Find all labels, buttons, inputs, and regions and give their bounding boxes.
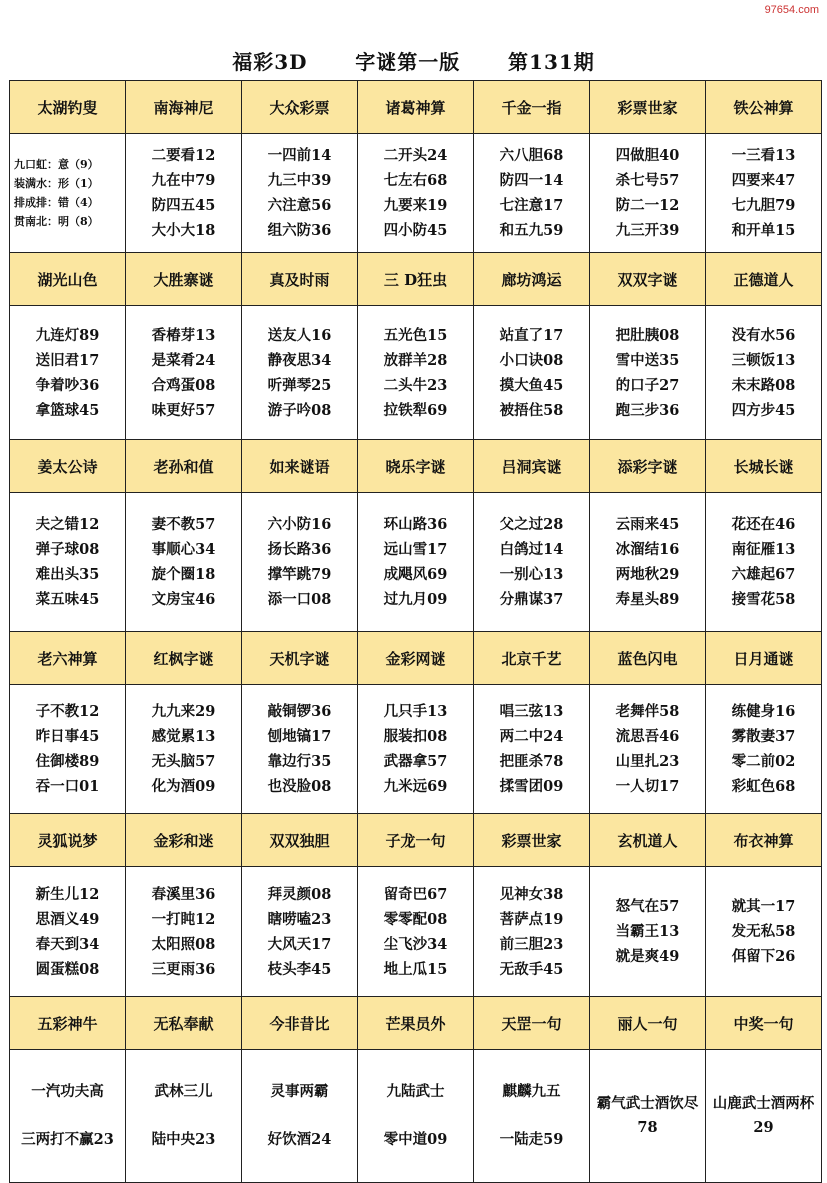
riddle-line: 扬长路36 — [267, 541, 332, 558]
riddle-cell — [474, 134, 590, 253]
column-header: 吕洞宾谜 — [474, 440, 590, 493]
column-header: 诸葛神算 — [358, 81, 474, 134]
riddle-line: 山里扎23 — [615, 753, 680, 770]
riddle-line: 香椿芽13 — [151, 326, 216, 344]
riddle-line: 大小大18 — [151, 222, 216, 239]
riddle-cell — [358, 685, 474, 814]
riddle-cell — [242, 685, 358, 814]
column-header: 三 D狂虫 — [358, 253, 474, 306]
riddle-line: 旋个圈18 — [151, 566, 216, 583]
riddle-line: 服装扣08 — [383, 728, 448, 745]
riddle-line: 前三胆23 — [499, 935, 564, 953]
riddle-line: 靠边行35 — [267, 753, 332, 770]
riddle-line: 四要来47 — [731, 172, 796, 189]
riddle-line: 七注意17 — [499, 197, 564, 214]
riddle-line: 二头牛23 — [383, 376, 448, 394]
riddle-line: 三两打不赢23 — [21, 1131, 114, 1148]
column-header: 双双独胆 — [242, 814, 358, 867]
column-header: 中奖一句 — [706, 997, 822, 1050]
riddle-line: 流思吾46 — [615, 728, 680, 745]
riddle-line: 瞎唠嗑23 — [267, 910, 332, 928]
column-header: 布衣神算 — [706, 814, 822, 867]
riddle-line: 难出头35 — [35, 566, 100, 583]
riddle-row — [10, 867, 822, 997]
riddle-line: 妻不教57 — [151, 516, 216, 533]
column-header: 金彩和迷 — [126, 814, 242, 867]
riddle-line: 三顿饭13 — [731, 351, 796, 369]
riddle-line: 六雄起67 — [731, 566, 796, 583]
riddle-line: 好饮酒24 — [267, 1131, 332, 1148]
riddle-line: 冰溜结16 — [615, 541, 680, 558]
riddle-line: 放群羊28 — [383, 351, 448, 369]
riddle-cell — [126, 493, 242, 632]
riddle-line: 零中道09 — [383, 1131, 448, 1148]
column-header: 真及时雨 — [242, 253, 358, 306]
column-header: 长城长谜 — [706, 440, 822, 493]
riddle-line: 思酒义49 — [35, 910, 100, 928]
riddle-line: 九要来19 — [383, 197, 448, 214]
riddle-cell — [126, 134, 242, 253]
riddle-line: 菜五味45 — [35, 591, 100, 608]
riddle-line: 拜灵颜08 — [267, 885, 332, 903]
riddle-line: 九米远69 — [383, 778, 448, 795]
riddle-line: 几只手13 — [383, 703, 448, 720]
riddle-line: 枝头李45 — [267, 960, 332, 978]
riddle-line: 九九来29 — [151, 703, 216, 720]
spacer — [358, 1104, 473, 1128]
column-header: 千金一指 — [474, 81, 590, 134]
column-header: 彩票世家 — [474, 814, 590, 867]
riddle-line: 拉铁犁69 — [383, 401, 448, 419]
column-header: 铁公神算 — [706, 81, 822, 134]
spacer — [242, 1104, 357, 1128]
riddle-line: 见神女38 — [499, 885, 564, 903]
riddle-line: 添一口08 — [267, 591, 332, 608]
riddle-line: 七九胆79 — [731, 197, 796, 214]
riddle-line: 山鹿武士酒两杯29 — [712, 1095, 815, 1136]
column-header: 晓乐字谜 — [358, 440, 474, 493]
riddle-line: 防四一14 — [499, 172, 564, 189]
riddle-row — [10, 134, 822, 253]
spacer — [126, 1104, 241, 1128]
riddle-line: 六小防16 — [267, 516, 332, 533]
riddle-cell — [474, 306, 590, 440]
riddle-line: 感觉累13 — [151, 728, 216, 745]
column-header: 子龙一句 — [358, 814, 474, 867]
header-row — [10, 632, 822, 685]
riddle-line: 雾散妻37 — [731, 728, 796, 745]
riddle-line: 两地秋29 — [615, 566, 680, 583]
riddle-line: 雪中送35 — [615, 351, 680, 369]
riddle-cell — [358, 867, 474, 997]
riddle-line: 刨地镐17 — [267, 728, 332, 745]
riddle-line: 昨日事45 — [35, 728, 100, 745]
riddle-cell — [706, 134, 822, 253]
column-header: 姜太公诗 — [10, 440, 126, 493]
riddle-cell — [126, 867, 242, 997]
riddle-line: 六八胆68 — [499, 147, 564, 164]
column-header: 彩票世家 — [590, 81, 706, 134]
spacer — [474, 1104, 589, 1128]
riddle-line: 无头脑57 — [151, 753, 216, 770]
column-header: 湖光山色 — [10, 253, 126, 306]
riddle-line: 把匪杀78 — [499, 753, 564, 770]
riddle-line: 送友人16 — [267, 326, 332, 344]
riddle-line: 是菜肴24 — [151, 351, 216, 369]
header-row — [10, 440, 822, 493]
riddle-line: 麒麟九五 — [502, 1083, 561, 1100]
riddle-line: 九三中39 — [267, 172, 332, 189]
riddle-line: 九三开39 — [615, 222, 680, 239]
riddle-line: 寿星头89 — [615, 591, 680, 608]
riddle-line: 无敌手45 — [499, 960, 564, 978]
riddle-line: 父之过28 — [499, 516, 564, 533]
riddle-line: 怒气在57 — [615, 898, 680, 915]
column-header: 廊坊鸿运 — [474, 253, 590, 306]
riddle-line: 陆中央23 — [151, 1131, 216, 1148]
riddle-cell — [126, 306, 242, 440]
column-header: 今非昔比 — [242, 997, 358, 1050]
riddle-line: 夫之错12 — [35, 516, 100, 533]
column-header: 正德道人 — [706, 253, 822, 306]
column-header: 太湖钓叟 — [10, 81, 126, 134]
riddle-line: 云雨来45 — [615, 516, 680, 533]
header-row — [10, 997, 822, 1050]
riddle-line: 就其一17 — [731, 898, 796, 915]
riddle-line: 一人切17 — [615, 778, 680, 795]
riddle-line: 三更雨36 — [151, 960, 216, 978]
riddle-line: 送旧君17 — [35, 351, 100, 369]
riddle-line: 静夜思34 — [267, 351, 332, 369]
riddle-line: 尘飞沙34 — [383, 935, 448, 953]
riddle-line: 过九月09 — [383, 591, 448, 608]
riddle-line: 防二一12 — [615, 197, 680, 214]
riddle-line: 二开头24 — [383, 147, 448, 164]
riddle-line: 环山路36 — [383, 516, 448, 533]
riddle-line: 和开单15 — [731, 222, 796, 239]
column-header: 芒果员外 — [358, 997, 474, 1050]
riddle-line: 四小防45 — [383, 222, 448, 239]
riddle-cell — [706, 306, 822, 440]
riddle-line: 也没脸08 — [267, 778, 332, 795]
riddle-line: 敲铜锣36 — [267, 703, 332, 720]
riddle-cell — [590, 493, 706, 632]
riddle-line: 小口诀08 — [499, 351, 564, 369]
riddle-line: 老舞伴58 — [615, 703, 680, 720]
riddle-cell — [706, 685, 822, 814]
riddle-line: 七左右68 — [383, 172, 448, 189]
riddle-line: 练健身16 — [731, 703, 796, 720]
riddle-line: 站直了17 — [499, 326, 564, 344]
riddle-line: 跑三步36 — [615, 401, 680, 419]
riddle-line: 南征雁13 — [731, 541, 796, 558]
column-header: 大胜寨谜 — [126, 253, 242, 306]
riddle-line: 分鼎谋37 — [499, 591, 564, 608]
page-title: 福彩3D 字谜第一版 第131期 — [232, 50, 595, 74]
column-header: 红枫字谜 — [126, 632, 242, 685]
riddle-line: 文房宝46 — [151, 591, 216, 608]
riddle-line: 两二中24 — [499, 728, 564, 745]
riddle-line: 游子吟08 — [267, 401, 332, 419]
riddle-line: 圆蛋糕08 — [35, 960, 100, 978]
riddle-line: 唱三弦13 — [499, 703, 564, 720]
riddle-line: 排成排：错（4） — [14, 196, 99, 209]
column-header: 老六神算 — [10, 632, 126, 685]
header-row — [10, 253, 822, 306]
riddle-line: 灵事两霸 — [270, 1083, 329, 1100]
riddle-cell — [10, 134, 126, 253]
riddle-line: 防四五45 — [151, 197, 216, 214]
riddle-cell — [474, 493, 590, 632]
riddle-line: 组六防36 — [267, 222, 332, 239]
riddle-cell — [358, 306, 474, 440]
riddle-cell — [10, 685, 126, 814]
riddle-line: 一四前14 — [267, 147, 332, 164]
riddle-cell — [706, 1050, 822, 1183]
riddle-line: 太阳照08 — [151, 935, 216, 953]
column-header: 天机字谜 — [242, 632, 358, 685]
column-header: 日月通谜 — [706, 632, 822, 685]
riddle-line: 发无私58 — [731, 923, 796, 940]
riddle-line: 接雪花58 — [731, 591, 796, 608]
riddle-line: 一陆走59 — [499, 1131, 564, 1148]
column-header: 金彩网谜 — [358, 632, 474, 685]
riddle-line: 九陆武士 — [386, 1083, 445, 1100]
riddle-cell — [590, 306, 706, 440]
riddle-line: 一汽功夫高 — [31, 1083, 104, 1100]
riddle-line: 事顺心34 — [151, 541, 216, 558]
header-row — [10, 814, 822, 867]
riddle-cell — [10, 493, 126, 632]
riddle-line: 佴留下26 — [731, 948, 796, 965]
riddle-cell — [358, 134, 474, 253]
riddle-line: 春天到34 — [35, 935, 100, 953]
riddle-line: 四方步45 — [731, 401, 796, 419]
riddle-line: 四做胆40 — [615, 147, 680, 164]
riddle-cell — [706, 867, 822, 997]
riddle-row — [10, 1050, 822, 1183]
column-header: 灵狐说梦 — [10, 814, 126, 867]
riddle-line: 味更好57 — [151, 401, 216, 419]
riddle-line: 当霸王13 — [615, 923, 680, 940]
riddle-cell — [590, 867, 706, 997]
riddle-line: 被捂住58 — [499, 401, 564, 419]
riddle-line: 武林三儿 — [154, 1083, 213, 1100]
riddle-line: 零零配08 — [383, 910, 448, 928]
riddle-line: 花还在46 — [731, 516, 796, 533]
riddle-line: 武器拿57 — [383, 753, 448, 770]
riddle-line: 把肚胰08 — [615, 326, 680, 344]
column-header: 添彩字谜 — [590, 440, 706, 493]
riddle-cell — [474, 867, 590, 997]
riddle-line: 装满水：形（1） — [14, 177, 99, 190]
riddle-line: 零二前02 — [731, 753, 796, 770]
column-header: 南海神尼 — [126, 81, 242, 134]
riddle-cell — [126, 1050, 242, 1183]
riddle-line: 一打盹12 — [151, 910, 216, 928]
column-header: 无私奉献 — [126, 997, 242, 1050]
riddle-line: 子不教12 — [35, 703, 100, 720]
riddle-line: 彩虹色68 — [731, 778, 796, 795]
riddle-cell — [590, 134, 706, 253]
column-header: 双双字谜 — [590, 253, 706, 306]
watermark: 97654.com — [764, 4, 819, 16]
riddle-line: 住御楼89 — [35, 753, 100, 770]
riddle-line: 新生儿12 — [35, 885, 100, 903]
riddle-line: 吞一口01 — [35, 778, 100, 795]
spacer — [10, 1104, 125, 1128]
column-header: 北京千艺 — [474, 632, 590, 685]
riddle-row — [10, 685, 822, 814]
riddle-line: 杀七号57 — [615, 172, 680, 189]
riddle-line: 菩萨点19 — [499, 910, 564, 928]
riddle-cell — [126, 685, 242, 814]
column-header: 玄机道人 — [590, 814, 706, 867]
riddle-line: 拿篮球45 — [35, 401, 100, 419]
riddle-line: 五光色15 — [383, 326, 448, 344]
riddle-line: 就是爽49 — [615, 948, 680, 965]
riddle-cell — [242, 134, 358, 253]
column-header: 蓝色闪电 — [590, 632, 706, 685]
riddle-cell — [590, 685, 706, 814]
riddle-grid — [9, 80, 822, 1183]
riddle-line: 的口子27 — [615, 376, 680, 394]
riddle-line: 留奇巴67 — [383, 885, 448, 903]
riddle-row — [10, 306, 822, 440]
header-row — [10, 81, 822, 134]
riddle-cell — [358, 1050, 474, 1183]
riddle-line: 春溪里36 — [151, 885, 216, 903]
riddle-cell — [590, 1050, 706, 1183]
riddle-line: 未末路08 — [731, 376, 796, 394]
riddle-line: 弹子球08 — [35, 541, 100, 558]
riddle-line: 化为酒09 — [151, 778, 216, 795]
riddle-line: 大风天17 — [267, 935, 332, 953]
riddle-row — [10, 493, 822, 632]
riddle-line: 撑竿跳79 — [267, 566, 332, 583]
column-header: 大众彩票 — [242, 81, 358, 134]
riddle-line: 九连灯89 — [35, 326, 100, 344]
riddle-cell — [10, 867, 126, 997]
riddle-cell — [474, 1050, 590, 1183]
riddle-line: 摸大鱼45 — [499, 376, 564, 394]
riddle-line: 听弹琴25 — [267, 376, 332, 394]
riddle-line: 白鸽过14 — [499, 541, 564, 558]
riddle-line: 一三看13 — [731, 147, 796, 164]
riddle-line: 没有水56 — [731, 326, 796, 344]
riddle-line: 九口虹：意（9） — [14, 158, 99, 171]
riddle-cell — [10, 1050, 126, 1183]
riddle-line: 九在中79 — [151, 172, 216, 189]
riddle-cell — [358, 493, 474, 632]
column-header: 老孙和值 — [126, 440, 242, 493]
riddle-line: 远山雪17 — [383, 541, 448, 558]
riddle-line: 地上瓜15 — [383, 960, 448, 978]
column-header: 如来谜语 — [242, 440, 358, 493]
riddle-line: 二要看12 — [151, 147, 216, 164]
column-header: 丽人一句 — [590, 997, 706, 1050]
riddle-line: 合鸡蛋08 — [151, 376, 216, 394]
riddle-line: 揉雪团09 — [499, 778, 564, 795]
riddle-cell — [242, 867, 358, 997]
riddle-cell — [10, 306, 126, 440]
riddle-line: 争着吵36 — [35, 376, 100, 394]
riddle-cell — [242, 306, 358, 440]
riddle-cell — [706, 493, 822, 632]
riddle-line: 成飓风69 — [383, 566, 448, 583]
riddle-line: 贯南北：明（8） — [14, 215, 99, 228]
riddle-line: 六注意56 — [267, 197, 332, 214]
riddle-cell — [474, 685, 590, 814]
column-header: 天罡一句 — [474, 997, 590, 1050]
riddle-cell — [242, 493, 358, 632]
riddle-line: 霸气武士酒饮尽78 — [596, 1095, 699, 1136]
riddle-line: 一别心13 — [499, 566, 564, 583]
column-header: 五彩神牛 — [10, 997, 126, 1050]
riddle-cell — [242, 1050, 358, 1183]
riddle-line: 和五九59 — [499, 222, 564, 239]
